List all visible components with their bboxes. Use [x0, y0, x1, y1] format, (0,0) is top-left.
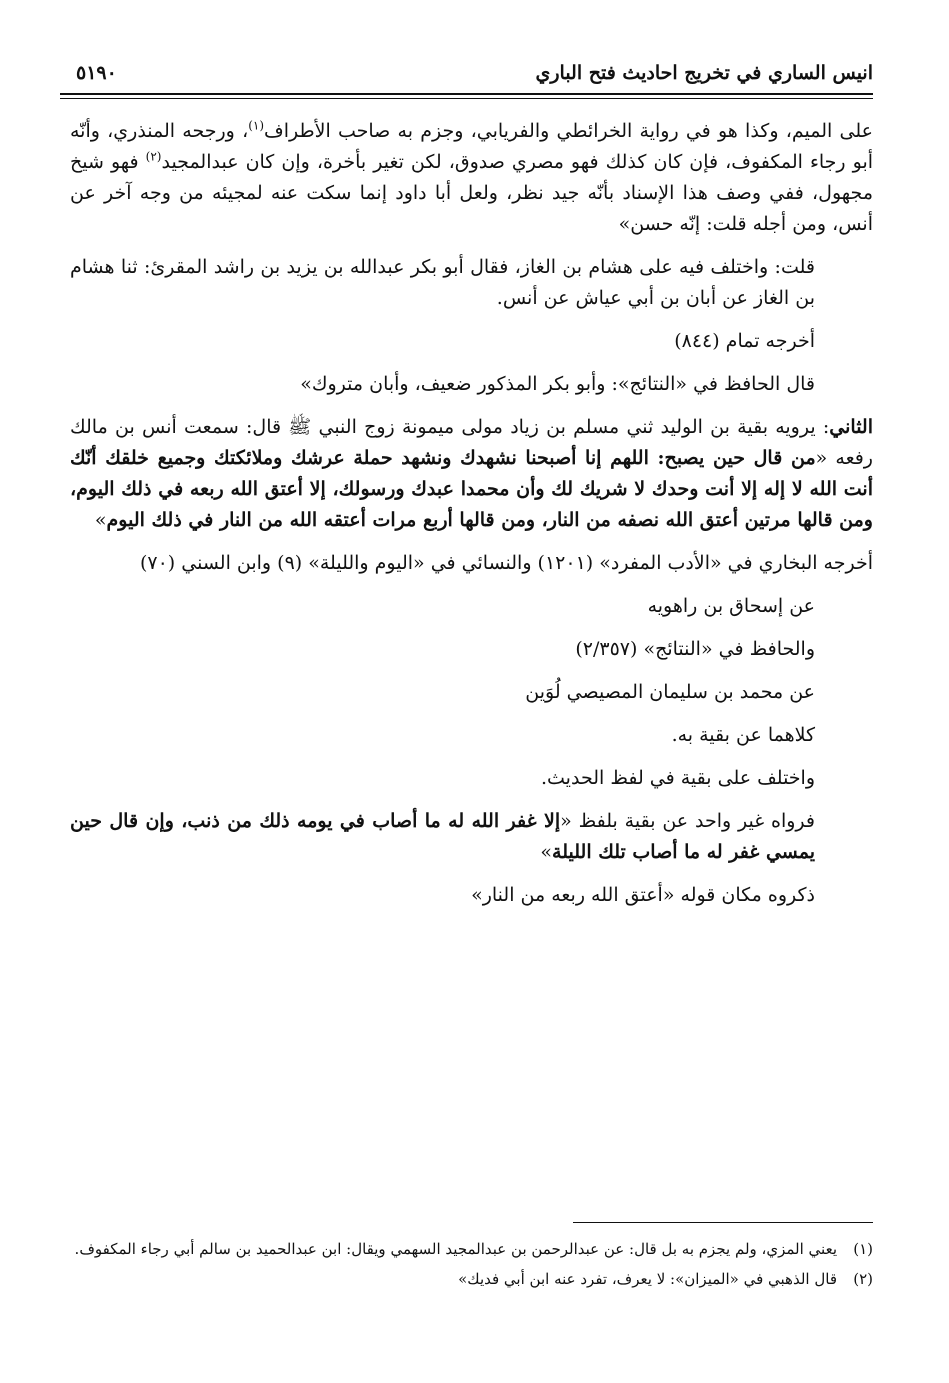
paragraph-12: فرواه غير واحد عن بقية بلفظ «إلا غفر الله له ما أصاب في يومه ذلك من ذنب، وإن قال حين يمسي غفر له ما أصاب تلك الليلة»: [70, 810, 815, 863]
paragraph-3: أخرجه تمام (٨٤٤): [674, 330, 815, 352]
hadith-text: من قال حين يصبح: اللهم إنا أصبحنا نشهدك ونشهد حملة عرشك وملائكتك وجميع خلقك أنّك أنت الله لا إله إلا أنت وحدك لا شريك لك وأن محمدا عبدك ورسولك، إلا أعتق الله ربعه في ذلك اليوم، ومن قالها مرتين أعتق الله نصفه من النار، ومن قالها أربع مرات أعتقه الله من النار في ذلك اليوم: [70, 447, 873, 531]
paragraph-7: عن إسحاق بن راهويه: [647, 595, 815, 617]
footnote-2: [70, 1266, 873, 1292]
paragraph-10: كلاهما عن بقية به.: [671, 724, 815, 746]
footnote-ref-2[interactable]: (٢): [145, 149, 162, 164]
main-text: [70, 116, 873, 923]
paragraph-6: أخرجه البخاري في «الأدب المفرد» (١٢٠١) والنسائي في «اليوم والليلة» (٩) وابن السني (٧٠): [139, 552, 873, 574]
header-rule: [60, 93, 873, 95]
footnote-ref-1[interactable]: (١): [248, 118, 265, 133]
paragraph-4: قال الحافظ في «النتائج»: وأبو بكر المذكور ضعيف، وأبان متروك»: [300, 373, 815, 395]
book-title: انيس الساري في تخريج احاديث فتح الباري: [535, 62, 873, 84]
footnote-text: يعني المزي، ولم يجزم به بل قال: عن عبدالرحمن بن عبدالمجيد السهمي ويقال: ابن عبدالحميد بن سالم أبي رجاء المكفوف.: [74, 1240, 837, 1258]
page-header: [60, 50, 873, 90]
paragraph-1: على الميم، وكذا هو في رواية الخرائطي والفريابي، وجزم به صاحب الأطراف$^{(١)}$، ورجحه المنذري، وأنّه أبو رجاء المكفوف، فإن كان كذلك فهو مصري صدوق، لكن تغير بأخرة، وإن كان عبدالمجيد$^{(٢)}$ فهو شيخ مجهول، ففي وصف هذا الإسناد بأنّه جيد نظر، ولعل أبا داود إنما سكت عنه لمجيئه من وجه آخر عن أنس، ومن أجله قلت: إنّه حسن»: [70, 118, 874, 235]
paragraph-13: ذكروه مكان قوله «أعتق الله ربعه من النار»: [471, 884, 815, 906]
footnotes: [70, 1236, 873, 1296]
footnote-number: (١): [853, 1240, 873, 1258]
footnote-divider: [573, 1222, 873, 1223]
footnote-1: [70, 1236, 873, 1262]
paragraph-11: واختلف على بقية في لفظ الحديث.: [540, 767, 815, 789]
footnote-number: (٢): [853, 1270, 873, 1288]
paragraph-5: الثاني: يرويه بقية بن الوليد ثني مسلم بن زياد مولى ميمونة زوج النبي ﷺ قال: سمعت أنس بن مالك رفعه «من قال حين يصبح: اللهم إنا أصبحنا نشهدك ونشهد حملة عرشك وملائكتك وجميع خلقك أنّك أنت الله لا إله إلا أنت وحدك لا شريك لك وأن محمدا عبدك ورسولك، إلا أعتق الله ربعه في ذلك اليوم، ومن قالها مرتين أعتق الله نصفه من النار، ومن قالها أربع مرات أعتقه الله من النار في ذلك اليوم»: [70, 416, 873, 531]
paragraph-2: قلت: واختلف فيه على هشام بن الغاز، فقال أبو بكر عبدالله بن يزيد بن راشد المقرئ: ثنا هشام بن الغاز عن أبان بن أبي عياش عن أنس.: [70, 256, 815, 309]
paragraph-9: عن محمد بن سليمان المصيصي لُوَين: [525, 681, 815, 703]
page-number: ٥١٩٠: [76, 62, 117, 84]
paragraph-8: والحافظ في «النتائج» (٢/٣٥٧): [575, 638, 815, 660]
section-label: الثاني: [829, 416, 873, 438]
footnote-text: قال الذهبي في «الميزان»: لا يعرف، تفرد عنه ابن أبي فديك»: [458, 1270, 837, 1288]
hadith-variant-text: إلا غفر الله له ما أصاب في يومه ذلك من ذنب، وإن قال حين يمسي غفر له ما أصاب تلك الليلة: [70, 810, 815, 863]
header-rule-thin: [60, 98, 873, 99]
